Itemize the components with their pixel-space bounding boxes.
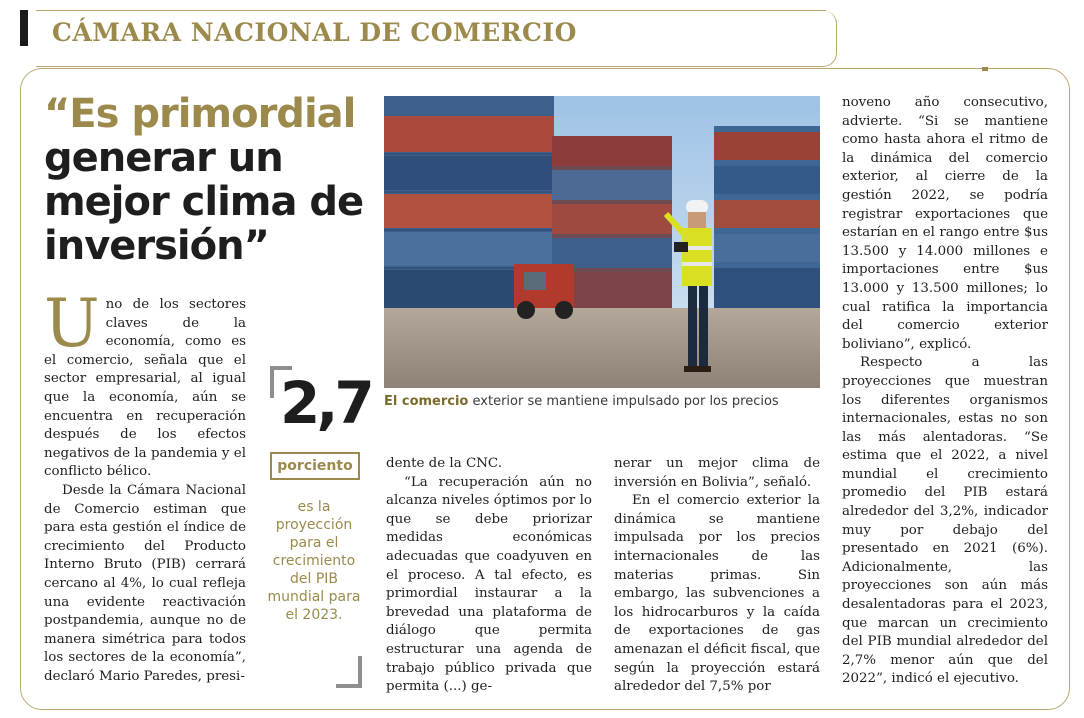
- stat-description: es la proyección para el crecimiento del PIB mundial para el 2023.: [267, 499, 361, 623]
- article-column-4: [842, 94, 1048, 689]
- section-marker: [20, 10, 28, 46]
- photo-caption-text: exterior se mantiene impulsado por los precios: [468, 394, 779, 409]
- headline: [44, 92, 374, 268]
- drop-cap: U: [44, 285, 100, 362]
- stat-highlight: [262, 364, 372, 694]
- paragraph-8: Respecto a las proyecciones que muestran los diferentes organismos internacionales, estas no son las más alentadoras. “Se estima que el 2022, a nivel mundial el crecimiento promedio del PIB estará alrededor del 3,2%, indicador muy por debajo del presentado en 2021 (6%). Adicionalmente, las proyecciones son aún más desalentadoras para el 2023, que marcan un crecimiento del PIB mundial alrededor del 2,7% menor aún que del 2022”, indicó el ejecutivo.: [842, 355, 1048, 687]
- paragraph-5: nerar un mejor clima de inversión en Bolivia”, señaló.: [614, 456, 820, 490]
- headline-line-2: generar un: [44, 135, 283, 181]
- headline-line-1: “Es primordial: [44, 91, 356, 137]
- paragraph-6: En el comercio exterior la dinámica se mantiene impulsada por los precios internacionales de las materias primas. Sin embargo, las subvenciones a los hidrocarburos y la caída de exportaciones de gas amenazan el déficit fiscal, que según la proyección estará alrededor del 7,5% por: [614, 493, 820, 695]
- headline-line-4: inversión”: [44, 223, 269, 269]
- containers-photo: [384, 96, 820, 388]
- stat-number: 2,7: [280, 369, 371, 437]
- stat-unit-badge: porciento: [270, 452, 360, 480]
- article-column-2: [386, 455, 592, 697]
- containers-photo-illustration: [384, 96, 820, 388]
- paragraph-7: noveno año consecutivo, advierte. “Si se mantiene como hasta ahora el ritmo de la dinámica del comercio exterior, al cierre de la gestión 2022, se podría registrar exportaciones que estarían en el rango entre $us 13.500 y 14.000 millones e importaciones entre $us 13.000 y 13.500 millones; lo cual ratifica la importancia del comercio exterior boliviano”, explicó.: [842, 95, 1048, 352]
- photo-caption-bold: El comercio: [384, 394, 469, 409]
- photo-caption: [384, 394, 779, 409]
- section-title: CÁMARA NACIONAL DE COMERCIO: [52, 18, 577, 47]
- frame-ornament: [982, 67, 988, 71]
- paragraph-1: no de los sectores claves de la economía, como es el comercio, señala que el sector empresarial, al igual que la economía, aún se encuentra en recuperación después de los efectos negativos de la pandemia y el conflicto bélico.: [44, 297, 246, 480]
- stat-bracket-bottom: [336, 656, 362, 688]
- headline-line-3: mejor clima de: [44, 179, 364, 225]
- paragraph-3: dente de la CNC.: [386, 456, 502, 471]
- article-column-3: [614, 455, 820, 697]
- paragraph-4: “La recuperación aún no alcanza niveles óptimos por lo que se debe priorizar medidas económicas adecuadas que coadyuven en el proceso. A tal efecto, es primordial instaurar a la brevedad una plataforma de diálogo que permita estructurar una agenda de trabajo público privada que permita (...) ge-: [386, 474, 592, 695]
- paragraph-2: Desde la Cámara Nacional de Comercio estiman que para esta gestión el índice de crecimiento del Producto Interno Bruto (PIB) cerrará cercano al 4%, lo cual refleja una evidente reactivación postpandemia, aunque no de manera simétrica para todos los sectores de la economía”, declaró Mario Paredes, presi-: [44, 482, 246, 684]
- article-column-1: [44, 285, 246, 686]
